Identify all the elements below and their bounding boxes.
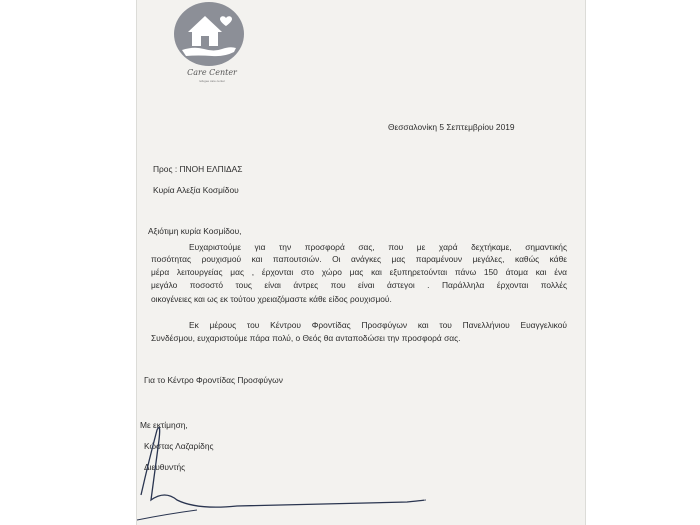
signature [137,420,585,525]
paragraph-line: οικογένειες και ως εκ τούτου χρειαζόμαστε κάθε είδος ρουχισμού. [151,294,392,304]
signer-name: Κώστας Λαζαρίδης [144,441,214,451]
letter-page [137,0,585,525]
paragraph-line: Ευχαριστούμε για την προσφορά σας, που με χαρά δεχτήκαμε, σημαντικής [189,242,567,252]
paragraph-line: ποσότητας ρουχισμού και παπουτσιών. Οι ανάγκες μας παραμένουν μεγάλες, καθώς κάθε [151,254,567,264]
recipient: Κυρία Αλεξία Κοσμίδου [153,185,239,195]
place-date: Θεσσαλονίκη 5 Σεπτεμβρίου 2019 [388,122,515,132]
salutation: Αξιότιμη κυρία Κοσμίδου, [148,226,242,236]
paragraph-line: μέρα λειτουργείας μας , έρχονται στο χώρο μας και εξυπηρετούνται πάνω 150 άτομα και ένα [151,267,567,277]
paragraph-line: Συνδέσμου, ευχαριστούμε πάρα πολύ, ο Θεός θα ανταποδώσει την προσφορά σας. [151,333,461,343]
for-line: Για το Κέντρο Φροντίδας Προσφύγων [144,375,283,385]
house-heart-hand-icon [174,2,244,66]
paragraph-line: μεγάλο ποσοστό τους είναι άντρες που είναι άστεγοι . Παράλληλα έρχονται πολλές [151,280,567,290]
logo-name: Care Center [187,68,237,77]
signer-title: Διευθυντής [144,462,186,472]
logo [172,2,252,88]
paragraph-line: Εκ μέρους του Κέντρου Φροντίδας Προσφύγων και του Πανελλήνιου Ευαγγελικού [189,320,567,330]
logo-tagline: refugee care center [198,79,225,83]
closing: Με εκτίμηση, [140,420,188,430]
to-line: Προς : ΠΝΟΗ ΕΛΠΙΔΑΣ [153,164,243,174]
